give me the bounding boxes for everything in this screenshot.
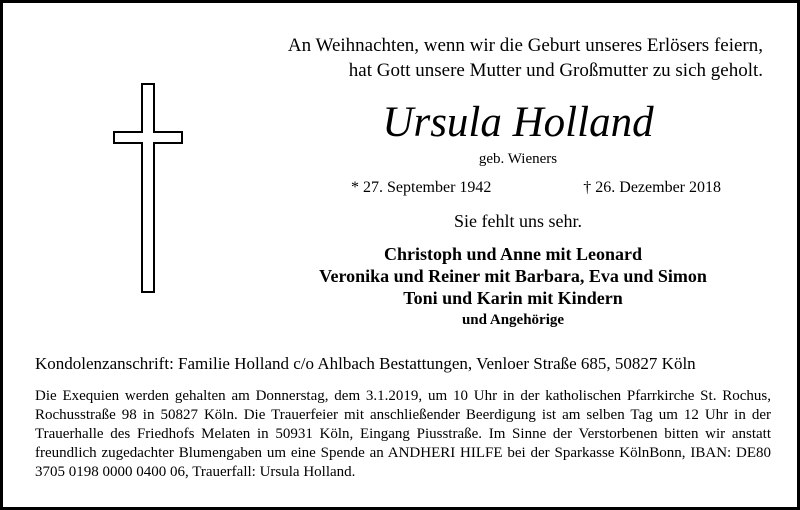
missed-text: Sie fehlt uns sehr. [454, 211, 582, 231]
intro-line-2: hat Gott unsere Mutter und Großmutter zu sich geholt. [348, 60, 763, 81]
life-dates [343, 177, 723, 199]
funeral-details: Die Exequien werden gehalten am Donnerstag, dem 3.1.2019, um 10 Uhr in der katholischen Pfarrkirche St. Rochus, Rochusstraße 98 in 50827 Köln. Die Trauerfeier mit anschließender Beerdigung ist am selben Tag um 12 Uhr in der Trauerhalle des Friedhofs Melaten in 50931 Köln, Eingang Piusstraße. Im Sinne der Verstorbenen bitten wir anstatt freundlich zugedachter Blumengaben um eine Spende an ANDHERI HILFE bei der Sparkasse KölnBonn, IBAN: DE80 3705 0198 0000 0400 06, Trauerfall: Ursula Holland. [35, 388, 771, 480]
intro-text [233, 33, 763, 83]
maiden-name: geb. Wieners [478, 151, 558, 167]
deceased-name: Ursula Holland [382, 99, 654, 146]
cross-vertical-beam [141, 83, 155, 293]
cross-icon [113, 83, 183, 293]
family-line-3: Toni und Karin mit Kindern [403, 288, 623, 308]
family-list [253, 243, 773, 331]
death-date: † 26. Dezember 2018 [583, 179, 721, 196]
birth-date: * 27. September 1942 [351, 179, 492, 196]
cross-joint [143, 131, 153, 144]
condolence-address: Kondolenzanschrift: Familie Holland c/o Ahlbach Bestattungen, Venloer Straße 685, 50827 Köln [35, 354, 696, 373]
family-line-4: und Angehörige [461, 312, 565, 328]
family-line-2: Veronika und Reiner mit Barbara, Eva und Simon [319, 266, 707, 286]
family-line-1: Christoph und Anne mit Leonard [383, 244, 643, 264]
intro-line-1: An Weihnachten, wenn wir die Geburt unseres Erlösers feiern, [287, 35, 763, 56]
